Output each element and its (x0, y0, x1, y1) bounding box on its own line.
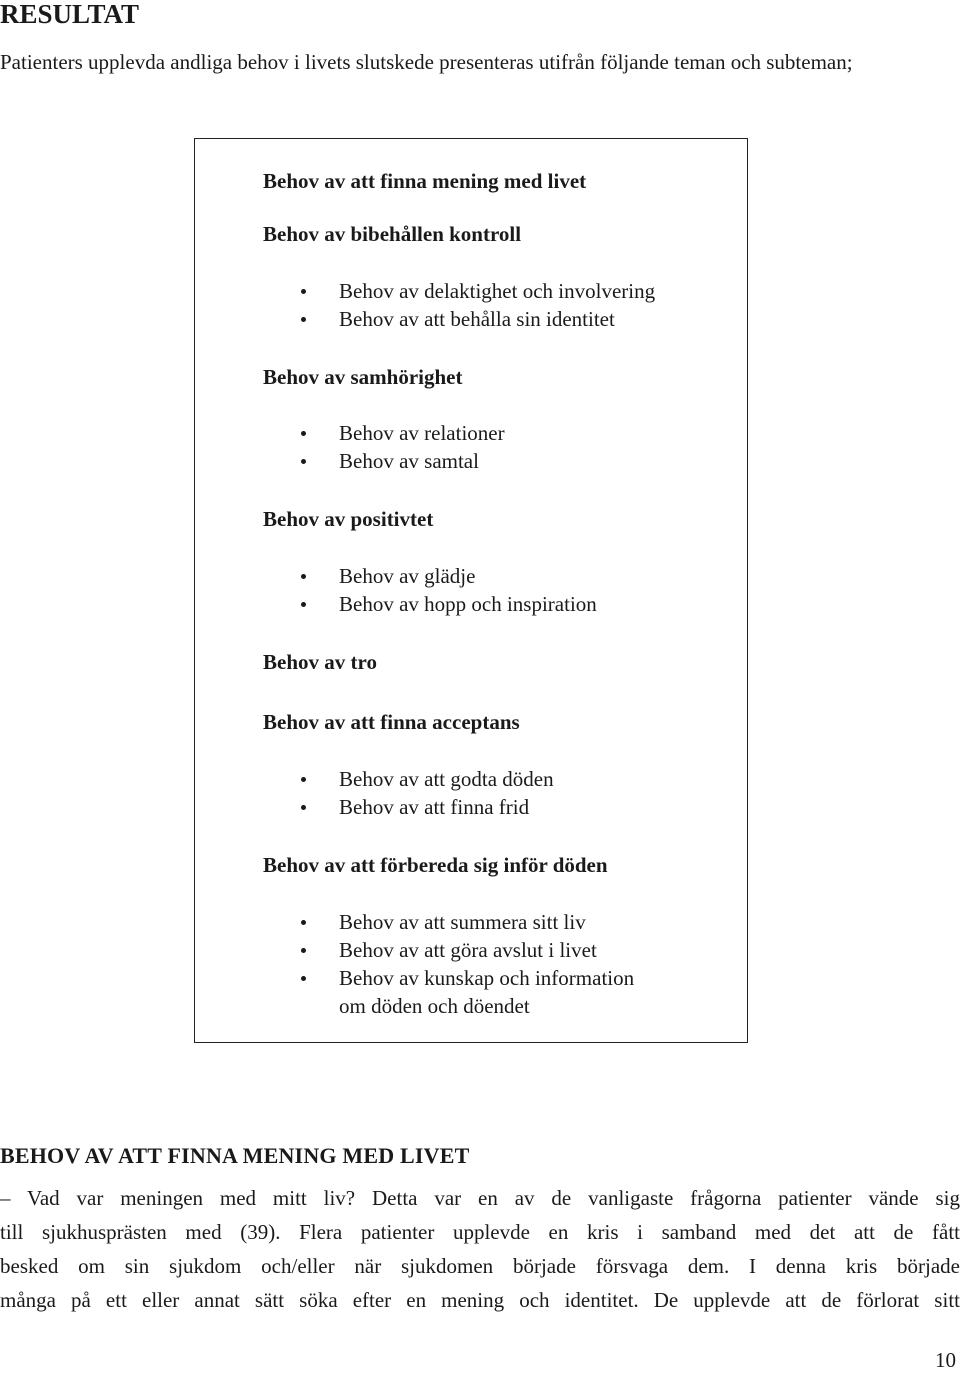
bullet-icon (301, 948, 306, 953)
subtheme-item (339, 305, 615, 333)
bullet-icon (301, 459, 306, 464)
theme-title: Behov av bibehållen kontroll (263, 222, 522, 246)
bullet-icon (301, 777, 306, 782)
body-text-line: många på ett eller annat sätt söka efter en mening och identitet. De upplevde att de förlorat sitt (0, 1288, 960, 1312)
bullet-icon (301, 602, 306, 607)
subtheme-label: Behov av att finna frid (339, 795, 530, 819)
subtheme-label: Behov av att summera sitt liv (339, 910, 586, 934)
theme-title: Behov av att finna acceptans (263, 710, 520, 734)
subtheme-label: Behov av hopp och inspiration (339, 592, 597, 616)
page-number: 10 (935, 1348, 956, 1372)
subtheme-label: Behov av relationer (339, 421, 505, 445)
body-text-line: – Vad var meningen med mitt liv? Detta var en av de vanligaste frågorna patienter vände sig (0, 1186, 960, 1210)
subtheme-label: Behov av att behålla sin identitet (339, 307, 615, 331)
theme-title: Behov av samhörighet (263, 365, 463, 389)
subtheme-label: Behov av delaktighet och involvering (339, 279, 656, 303)
bullet-icon (301, 976, 306, 981)
theme-title: Behov av att finna mening med livet (263, 169, 587, 193)
theme-title: Behov av tro (263, 650, 377, 674)
bullet-icon (301, 431, 306, 436)
theme-title: Behov av att förbereda sig inför döden (263, 853, 608, 877)
subtheme-label: Behov av samtal (339, 449, 479, 473)
subtheme-item (339, 447, 479, 475)
subtheme-item (339, 277, 655, 305)
subtheme-item (339, 562, 475, 590)
subtheme-label: Behov av glädje (339, 564, 476, 588)
subtheme-label: Behov av att godta döden (339, 767, 554, 791)
subtheme-item (339, 419, 505, 447)
intro-paragraph: Patienters upplevda andliga behov i livets slutskede presenteras utifrån följande teman och subteman; (0, 50, 853, 74)
subtheme-item (339, 936, 597, 964)
body-text-line: besked om sin sjukdom och/eller när sjukdomen började försvaga dem. I denna kris började (0, 1254, 960, 1278)
page-heading: RESULTAT (0, 0, 140, 29)
themes-box (194, 138, 748, 1043)
subtheme-item (339, 964, 634, 992)
subtheme-item (339, 590, 597, 618)
subtheme-item (339, 793, 529, 821)
subtheme-label: Behov av att göra avslut i livet (339, 938, 597, 962)
bullet-icon (301, 289, 306, 294)
subtheme-label: Behov av kunskap och information (339, 966, 635, 990)
subtheme-continuation: om döden och döendet (339, 994, 530, 1018)
body-text-line: till sjukhusprästen med (39). Flera patienter upplevde en kris i samband med det att de fått (0, 1220, 960, 1244)
bullet-icon (301, 317, 306, 322)
bullet-icon (301, 920, 306, 925)
subtheme-item (339, 765, 554, 793)
bullet-icon (301, 805, 306, 810)
section-heading: BEHOV AV ATT FINNA MENING MED LIVET (0, 1143, 470, 1168)
theme-title: Behov av positivtet (263, 507, 434, 531)
bullet-icon (301, 574, 306, 579)
subtheme-item (339, 908, 586, 936)
